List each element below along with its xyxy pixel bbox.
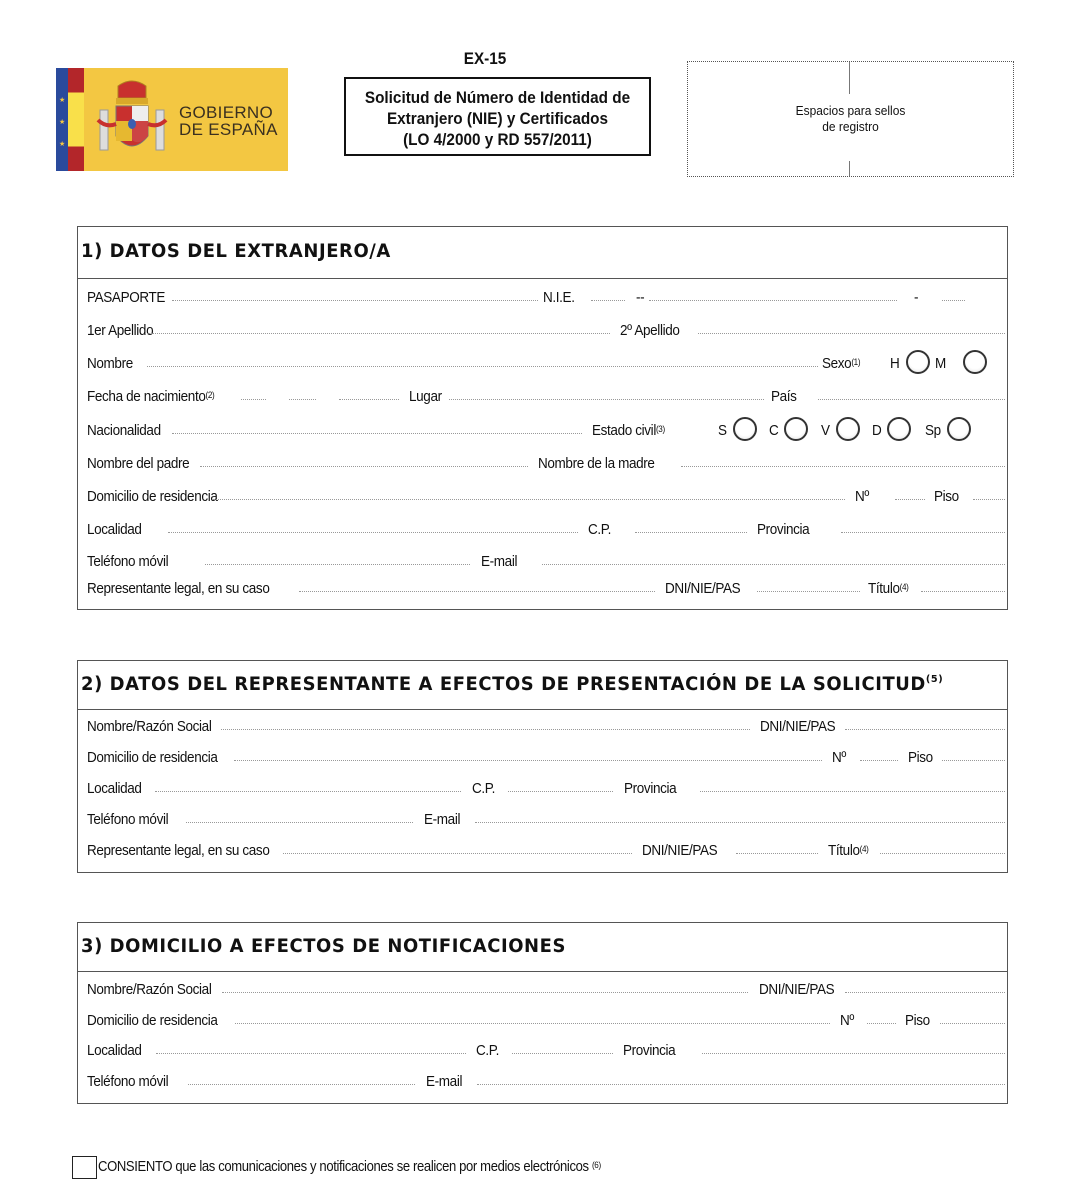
field-label — [665, 580, 740, 598]
consent-label — [98, 1158, 601, 1176]
nie-letter-field[interactable] — [591, 300, 625, 311]
field-label — [87, 455, 189, 473]
padre-field[interactable] — [200, 466, 528, 477]
titulo-field[interactable] — [880, 853, 1005, 864]
provincia-field[interactable] — [702, 1053, 1005, 1064]
label-text: Teléfono móvil — [87, 553, 169, 570]
label-text: M — [935, 355, 946, 372]
label-text: Sp — [925, 422, 941, 439]
registry-text: Espacios para sellos — [795, 103, 906, 118]
label-text: Nombre de la madre — [538, 455, 655, 472]
madre-field[interactable] — [681, 466, 1005, 477]
field-label — [87, 749, 218, 767]
label-text: H — [890, 355, 900, 372]
field-label — [481, 553, 517, 571]
numero-field[interactable] — [895, 499, 925, 510]
label-text: País — [771, 388, 797, 405]
label-text: C.P. — [588, 521, 612, 538]
numero-field[interactable] — [860, 760, 898, 771]
label-text: PASAPORTE — [87, 289, 166, 306]
label-text: 2º Apellido — [620, 322, 680, 339]
label-text: Localidad — [87, 1042, 142, 1059]
label-text: Nombre/Razón Social — [87, 981, 212, 998]
field-label — [87, 780, 142, 798]
label-text: C — [769, 422, 779, 439]
section-datos-extranjero — [77, 226, 1008, 610]
fecha-mes-field[interactable] — [289, 399, 316, 410]
registry-tick — [849, 62, 850, 94]
apellido2-field[interactable] — [698, 333, 1005, 344]
fecha-dia-field[interactable] — [241, 399, 266, 410]
form-title-box — [344, 77, 651, 156]
estado-c-radio[interactable] — [784, 417, 808, 441]
field-label — [642, 842, 717, 860]
field-label — [855, 488, 869, 506]
field-label — [87, 1042, 142, 1060]
label-text: Piso — [908, 749, 933, 766]
label-text: Teléfono móvil — [87, 1073, 169, 1090]
cp-field[interactable] — [635, 532, 747, 543]
spain-flag-strip — [68, 68, 84, 171]
label-text: Nombre — [87, 355, 133, 372]
field-label — [624, 780, 676, 798]
consent-text: CONSIENTO que las comunicaciones y notificaciones se realicen por medios electrónicos — [98, 1159, 589, 1175]
field-label — [543, 289, 575, 307]
section-title-text: 2) DATOS DEL REPRESENTANTE A EFECTOS DE PRESENTACIÓN DE LA SOLICITUD — [81, 674, 926, 695]
footnote-ref: (6) — [591, 1160, 601, 1170]
label-text: Sexo — [822, 355, 852, 372]
domicilio-field[interactable] — [235, 1023, 830, 1034]
localidad-field[interactable] — [155, 791, 461, 802]
section-title: 1) DATOS DEL EXTRANJERO/A — [81, 241, 391, 262]
field-label — [87, 553, 168, 571]
field-label — [588, 521, 611, 539]
lugar-field[interactable] — [449, 399, 764, 410]
telefono-field[interactable] — [205, 564, 470, 575]
piso-field[interactable] — [940, 1023, 1005, 1034]
field-label — [87, 388, 214, 406]
label-text: C.P. — [476, 1042, 500, 1059]
section-title: 3) DOMICILIO A EFECTOS DE NOTIFICACIONES — [81, 936, 566, 957]
label-text: Fecha de nacimiento — [87, 388, 206, 405]
label-text: DNI/NIE/PAS — [665, 580, 741, 597]
nombre-field[interactable] — [222, 992, 748, 1003]
label-text: Estado civil — [592, 422, 656, 439]
label-text: Provincia — [757, 521, 810, 538]
piso-field[interactable] — [973, 499, 1005, 510]
label-text: Título — [868, 580, 900, 597]
label-text: Localidad — [87, 521, 142, 538]
nie-check-field[interactable] — [942, 300, 965, 311]
field-label — [87, 422, 161, 440]
field-label — [472, 780, 495, 798]
registry-text: de registro — [822, 119, 879, 134]
field-label — [868, 580, 908, 598]
field-label — [935, 355, 946, 373]
label-text: Lugar — [409, 388, 442, 405]
footnote-ref: (1) — [851, 357, 861, 367]
nombre-field[interactable] — [221, 729, 750, 740]
footnote-ref: (2) — [205, 390, 215, 400]
label-text: DNI/NIE/PAS — [760, 718, 836, 735]
footnote-ref: (5) — [925, 674, 944, 685]
telefono-field[interactable] — [188, 1084, 415, 1095]
label-text: V — [821, 422, 830, 439]
representante-field[interactable] — [299, 591, 655, 602]
localidad-field[interactable] — [168, 532, 578, 543]
eu-flag-strip: ★ ★ ★ — [56, 68, 68, 171]
field-label — [424, 811, 460, 829]
sexo-h-radio[interactable] — [906, 350, 930, 374]
coat-of-arms-icon — [96, 80, 168, 160]
nombre-field[interactable] — [147, 366, 818, 377]
pasaporte-field[interactable] — [172, 300, 538, 311]
footnote-ref: (4) — [859, 844, 869, 854]
form-title-line: Solicitud de Número de Identidad de — [364, 88, 631, 107]
field-label — [934, 488, 959, 506]
domicilio-field[interactable] — [213, 499, 845, 510]
label-text: Nº — [855, 488, 869, 505]
email-field[interactable] — [477, 1084, 1005, 1095]
label-text: E-mail — [481, 553, 518, 570]
label-text: Nº — [832, 749, 846, 766]
field-label — [771, 388, 797, 406]
label-text: Domicilio de residencia — [87, 749, 218, 766]
numero-field[interactable] — [867, 1023, 896, 1034]
label-text: -- — [636, 289, 645, 306]
field-label — [872, 422, 881, 440]
label-text: S — [718, 422, 727, 439]
label-text: Domicilio de residencia — [87, 1012, 218, 1029]
label-text: Representante legal, en su caso — [87, 580, 270, 597]
label-text: Representante legal, en su caso — [87, 842, 270, 859]
dni-field[interactable] — [845, 992, 1005, 1003]
label-text: Provincia — [623, 1042, 676, 1059]
field-label — [822, 355, 860, 373]
provincia-field[interactable] — [841, 532, 1005, 543]
field-label — [905, 1012, 930, 1030]
dni-field[interactable] — [757, 591, 860, 602]
field-label — [87, 488, 218, 506]
nie-number-field[interactable] — [649, 300, 897, 311]
representante-field[interactable] — [283, 853, 632, 864]
footnote-ref: (3) — [655, 424, 665, 434]
field-label — [925, 422, 941, 440]
field-label — [87, 811, 168, 829]
cp-field[interactable] — [508, 791, 613, 802]
label-text: Teléfono móvil — [87, 811, 169, 828]
form-title-line: (LO 4/2000 y RD 557/2011) — [403, 130, 592, 149]
estado-d-radio[interactable] — [887, 417, 911, 441]
field-label — [828, 842, 868, 860]
label-text: Piso — [934, 488, 959, 505]
field-label — [87, 521, 142, 539]
estado-s-radio[interactable] — [733, 417, 757, 441]
label-text: Provincia — [624, 780, 677, 797]
field-label — [538, 455, 655, 473]
pais-field[interactable] — [818, 399, 1005, 410]
field-label — [821, 422, 830, 440]
field-label — [757, 521, 809, 539]
piso-field[interactable] — [942, 760, 1005, 771]
fecha-anio-field[interactable] — [339, 399, 399, 410]
label-text: DNI/NIE/PAS — [642, 842, 718, 859]
label-text: DNI/NIE/PAS — [759, 981, 835, 998]
registry-stamp-area — [687, 61, 1014, 177]
field-label — [476, 1042, 499, 1060]
logo-text-line: GOBIERNO — [179, 103, 274, 122]
footnote-ref: (4) — [899, 582, 909, 592]
telefono-field[interactable] — [186, 822, 413, 833]
label-text: D — [872, 422, 882, 439]
field-label — [426, 1073, 462, 1091]
email-field[interactable] — [475, 822, 1005, 833]
separator — [636, 289, 644, 307]
estado-v-radio[interactable] — [836, 417, 860, 441]
field-label — [87, 355, 133, 373]
consent-checkbox[interactable] — [72, 1156, 97, 1179]
apellido1-field[interactable] — [145, 333, 610, 344]
email-field[interactable] — [542, 564, 1005, 575]
field-label — [840, 1012, 854, 1030]
label-text: Localidad — [87, 780, 142, 797]
separator — [914, 289, 918, 307]
label-text: 1er Apellido — [87, 322, 154, 339]
label-text: Nombre/Razón Social — [87, 718, 212, 735]
field-label — [87, 1012, 218, 1030]
field-label — [87, 1073, 168, 1091]
label-text: C.P. — [472, 780, 496, 797]
field-label — [409, 388, 442, 406]
label-text: Nacionalidad — [87, 422, 161, 439]
field-label — [759, 981, 834, 999]
nacionalidad-field[interactable] — [172, 433, 582, 444]
gobierno-espana-logo — [56, 68, 288, 171]
field-label — [760, 718, 835, 736]
label-text: E-mail — [426, 1073, 463, 1090]
label-text: - — [914, 289, 919, 306]
label-text: Domicilio de residencia — [87, 488, 218, 505]
label-text: Título — [828, 842, 860, 859]
section-title — [81, 674, 943, 695]
field-label — [87, 580, 269, 598]
field-label — [592, 422, 665, 440]
provincia-field[interactable] — [700, 791, 1005, 802]
registry-tick — [849, 161, 850, 176]
label-text: E-mail — [424, 811, 461, 828]
field-label — [718, 422, 727, 440]
field-label — [620, 322, 680, 340]
logo-text-line: DE ESPAÑA — [179, 120, 278, 139]
form-title-line: Extranjero (NIE) y Certificados — [386, 109, 609, 128]
field-label — [769, 422, 778, 440]
dni-field[interactable] — [736, 853, 818, 864]
field-label — [908, 749, 933, 767]
label-text: Nombre del padre — [87, 455, 190, 472]
dni-field[interactable] — [845, 729, 1005, 740]
label-text: Piso — [905, 1012, 930, 1029]
field-label — [832, 749, 846, 767]
localidad-field[interactable] — [156, 1053, 466, 1064]
field-label — [87, 718, 211, 736]
logo-text — [179, 104, 278, 138]
label-text: N.I.E. — [543, 289, 575, 306]
cp-field[interactable] — [512, 1053, 613, 1064]
domicilio-field[interactable] — [234, 760, 822, 771]
field-label — [623, 1042, 675, 1060]
field-label — [87, 981, 211, 999]
titulo-field[interactable] — [921, 591, 1005, 602]
field-label — [87, 322, 153, 340]
field-label — [87, 842, 269, 860]
estado-sp-radio[interactable] — [947, 417, 971, 441]
field-label — [890, 355, 899, 373]
field-label — [87, 289, 165, 307]
form-code: EX-15 — [463, 49, 507, 68]
sexo-m-radio[interactable] — [963, 350, 987, 374]
label-text: Nº — [840, 1012, 854, 1029]
